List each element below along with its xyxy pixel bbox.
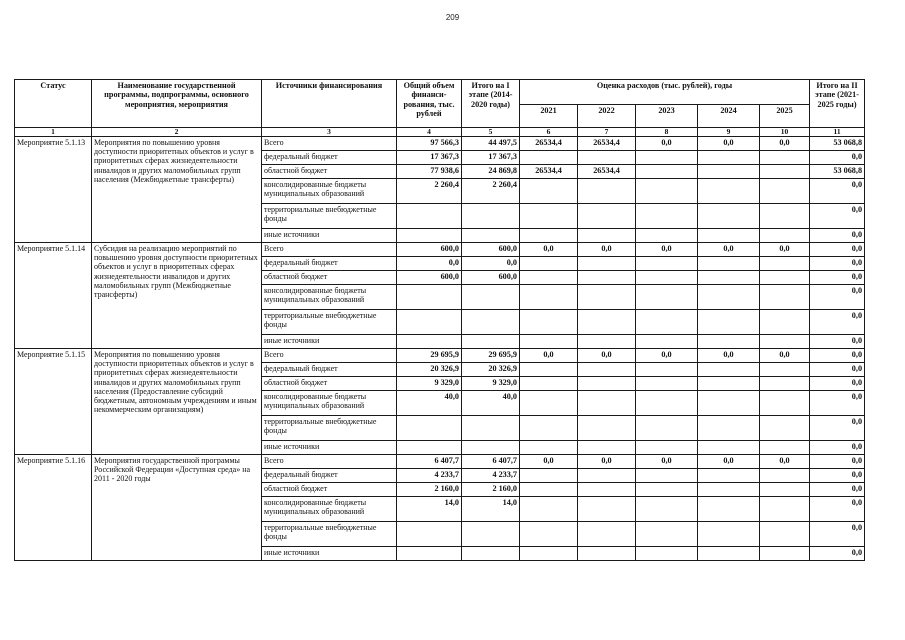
cell-total bbox=[397, 416, 462, 441]
cell-year-2021: 26534,4 bbox=[520, 137, 578, 151]
cell-year-2022 bbox=[578, 179, 636, 204]
cell-year-2022 bbox=[578, 391, 636, 416]
cell-year-2023 bbox=[636, 151, 698, 165]
cell-stage2: 0,0 bbox=[810, 497, 865, 522]
cell-stage2: 0,0 bbox=[810, 391, 865, 416]
cell-year-2022: 0,0 bbox=[578, 455, 636, 469]
cell-year-2021 bbox=[520, 547, 578, 561]
cell-stage1 bbox=[462, 416, 520, 441]
cell-stage2: 0,0 bbox=[810, 335, 865, 349]
table-row bbox=[15, 349, 865, 363]
cell-year-2021: 26534,4 bbox=[520, 165, 578, 179]
cell-year-2023 bbox=[636, 391, 698, 416]
cell-year-2023 bbox=[636, 377, 698, 391]
cell-year-2021 bbox=[520, 441, 578, 455]
cell-stage2: 0,0 bbox=[810, 455, 865, 469]
cell-year-2025 bbox=[760, 469, 810, 483]
header-stage2: Итого на II этапе (2021- 2025 годы) bbox=[810, 80, 865, 128]
cell-total: 9 329,0 bbox=[397, 377, 462, 391]
status-cell: Мероприятие 5.1.14 bbox=[15, 243, 92, 349]
cell-stage2: 0,0 bbox=[810, 151, 865, 165]
cell-year-2025 bbox=[760, 547, 810, 561]
cell-year-2021: 0,0 bbox=[520, 455, 578, 469]
funding-source-cell: иные источники bbox=[262, 441, 397, 455]
funding-source-cell: консолидированные бюджеты муниципальных образований bbox=[262, 497, 397, 522]
cell-total: 20 326,9 bbox=[397, 363, 462, 377]
cell-year-2024 bbox=[698, 391, 760, 416]
cell-year-2024 bbox=[698, 310, 760, 335]
cell-year-2021 bbox=[520, 179, 578, 204]
measure-name-cell: Мероприятия государственной программы Российской Федерации «Доступная среда» на 2011 - 2020 годы bbox=[92, 455, 262, 561]
cell-stage2: 0,0 bbox=[810, 179, 865, 204]
cell-year-2021 bbox=[520, 363, 578, 377]
column-number: 11 bbox=[810, 128, 865, 137]
cell-year-2023 bbox=[636, 179, 698, 204]
cell-total: 2 260,4 bbox=[397, 179, 462, 204]
cell-year-2022 bbox=[578, 229, 636, 243]
header-stage1: Итого на I этапе (2014- 2020 годы) bbox=[462, 80, 520, 128]
cell-year-2025 bbox=[760, 179, 810, 204]
cell-stage2: 0,0 bbox=[810, 229, 865, 243]
cell-year-2023 bbox=[636, 204, 698, 229]
cell-year-2024 bbox=[698, 497, 760, 522]
cell-stage1: 600,0 bbox=[462, 271, 520, 285]
cell-total bbox=[397, 310, 462, 335]
table-row bbox=[15, 243, 865, 257]
financing-table bbox=[14, 79, 865, 561]
cell-total bbox=[397, 522, 462, 547]
cell-stage2: 0,0 bbox=[810, 257, 865, 271]
cell-stage1 bbox=[462, 310, 520, 335]
cell-year-2025 bbox=[760, 416, 810, 441]
cell-stage2: 0,0 bbox=[810, 243, 865, 257]
cell-year-2021 bbox=[520, 229, 578, 243]
funding-source-cell: консолидированные бюджеты муниципальных образований bbox=[262, 179, 397, 204]
cell-stage2: 0,0 bbox=[810, 285, 865, 310]
cell-year-2025 bbox=[760, 497, 810, 522]
cell-year-2021 bbox=[520, 522, 578, 547]
cell-year-2025: 0,0 bbox=[760, 137, 810, 151]
cell-year-2025 bbox=[760, 377, 810, 391]
funding-source-cell: Всего bbox=[262, 137, 397, 151]
table-row bbox=[15, 455, 865, 469]
cell-year-2024 bbox=[698, 377, 760, 391]
cell-total: 600,0 bbox=[397, 271, 462, 285]
funding-source-cell: Всего bbox=[262, 349, 397, 363]
cell-year-2023 bbox=[636, 165, 698, 179]
funding-source-cell: территориальные внебюджетные фонды bbox=[262, 310, 397, 335]
cell-total: 40,0 bbox=[397, 391, 462, 416]
cell-stage1 bbox=[462, 522, 520, 547]
cell-stage2: 0,0 bbox=[810, 416, 865, 441]
cell-total: 17 367,3 bbox=[397, 151, 462, 165]
cell-year-2024: 0,0 bbox=[698, 137, 760, 151]
funding-source-cell: областной бюджет bbox=[262, 165, 397, 179]
cell-stage1: 600,0 bbox=[462, 243, 520, 257]
cell-year-2025 bbox=[760, 257, 810, 271]
column-number: 2 bbox=[92, 128, 262, 137]
status-cell: Мероприятие 5.1.15 bbox=[15, 349, 92, 455]
cell-stage1 bbox=[462, 204, 520, 229]
cell-year-2023 bbox=[636, 363, 698, 377]
cell-total: 2 160,0 bbox=[397, 483, 462, 497]
funding-source-cell: федеральный бюджет bbox=[262, 469, 397, 483]
funding-source-cell: областной бюджет bbox=[262, 377, 397, 391]
cell-year-2024 bbox=[698, 363, 760, 377]
cell-stage1: 2 260,4 bbox=[462, 179, 520, 204]
cell-year-2021 bbox=[520, 391, 578, 416]
cell-total bbox=[397, 547, 462, 561]
cell-year-2023 bbox=[636, 483, 698, 497]
cell-year-2022 bbox=[578, 441, 636, 455]
cell-year-2024 bbox=[698, 522, 760, 547]
cell-year-2022 bbox=[578, 497, 636, 522]
cell-year-2022 bbox=[578, 335, 636, 349]
funding-source-cell: консолидированные бюджеты муниципальных образований bbox=[262, 391, 397, 416]
cell-year-2021: 0,0 bbox=[520, 349, 578, 363]
cell-year-2025 bbox=[760, 441, 810, 455]
funding-source-cell: территориальные внебюджетные фонды bbox=[262, 522, 397, 547]
cell-year-2025 bbox=[760, 483, 810, 497]
funding-source-cell: иные источники bbox=[262, 547, 397, 561]
cell-stage1 bbox=[462, 547, 520, 561]
header-source: Источники финансирования bbox=[262, 80, 397, 128]
funding-source-cell: областной бюджет bbox=[262, 483, 397, 497]
cell-year-2023: 0,0 bbox=[636, 349, 698, 363]
cell-stage1: 40,0 bbox=[462, 391, 520, 416]
table-body bbox=[15, 137, 865, 561]
cell-total: 4 233,7 bbox=[397, 469, 462, 483]
cell-year-2024 bbox=[698, 547, 760, 561]
cell-year-2024 bbox=[698, 151, 760, 165]
cell-year-2025 bbox=[760, 391, 810, 416]
cell-year-2023 bbox=[636, 497, 698, 522]
header-status: Статус bbox=[15, 80, 92, 128]
cell-stage2: 0,0 bbox=[810, 547, 865, 561]
cell-total: 77 938,6 bbox=[397, 165, 462, 179]
cell-total: 0,0 bbox=[397, 257, 462, 271]
header-year: 2025 bbox=[760, 105, 810, 128]
cell-year-2022 bbox=[578, 271, 636, 285]
cell-total bbox=[397, 204, 462, 229]
header-year: 2021 bbox=[520, 105, 578, 128]
funding-source-cell: иные источники bbox=[262, 229, 397, 243]
cell-total: 14,0 bbox=[397, 497, 462, 522]
measure-name-cell: Мероприятия по повышению уровня доступности приоритетных объектов и услуг в приоритетных сферах жизнедеятельности инвалидов и других маломобильных групп населения (Межбюджетные трансферты) bbox=[92, 137, 262, 243]
status-cell: Мероприятие 5.1.13 bbox=[15, 137, 92, 243]
cell-year-2022 bbox=[578, 285, 636, 310]
cell-year-2023 bbox=[636, 271, 698, 285]
cell-year-2023 bbox=[636, 310, 698, 335]
cell-total bbox=[397, 285, 462, 310]
cell-stage2: 0,0 bbox=[810, 483, 865, 497]
cell-stage1: 44 497,5 bbox=[462, 137, 520, 151]
cell-year-2025: 0,0 bbox=[760, 243, 810, 257]
column-number: 5 bbox=[462, 128, 520, 137]
cell-year-2024: 0,0 bbox=[698, 349, 760, 363]
cell-year-2025 bbox=[760, 151, 810, 165]
cell-stage2: 0,0 bbox=[810, 377, 865, 391]
header-total: Общий объем финанси- рования, тыс. рублей bbox=[397, 80, 462, 128]
cell-year-2025: 0,0 bbox=[760, 455, 810, 469]
column-number: 6 bbox=[520, 128, 578, 137]
cell-total: 600,0 bbox=[397, 243, 462, 257]
cell-year-2023 bbox=[636, 335, 698, 349]
funding-source-cell: федеральный бюджет bbox=[262, 151, 397, 165]
cell-year-2024 bbox=[698, 469, 760, 483]
cell-year-2024: 0,0 bbox=[698, 243, 760, 257]
cell-stage1 bbox=[462, 441, 520, 455]
cell-stage2: 0,0 bbox=[810, 469, 865, 483]
header-year: 2022 bbox=[578, 105, 636, 128]
cell-year-2024 bbox=[698, 271, 760, 285]
cell-stage1: 0,0 bbox=[462, 257, 520, 271]
measure-name-cell: Мероприятия по повышению уровня доступности приоритетных объектов и услуг в приоритетных сферах жизнедеятельности инвалидов и других маломобильных групп населения (Предоставление субсидий бюджетным, автономным учреждениям и иным некоммерческим организациям) bbox=[92, 349, 262, 455]
column-number: 10 bbox=[760, 128, 810, 137]
cell-year-2024 bbox=[698, 285, 760, 310]
cell-year-2023: 0,0 bbox=[636, 137, 698, 151]
page-number: 209 bbox=[445, 13, 460, 22]
header-year: 2023 bbox=[636, 105, 698, 128]
funding-source-cell: федеральный бюджет bbox=[262, 257, 397, 271]
cell-year-2022 bbox=[578, 416, 636, 441]
cell-year-2023 bbox=[636, 522, 698, 547]
funding-source-cell: территориальные внебюджетные фонды bbox=[262, 416, 397, 441]
status-cell: Мероприятие 5.1.16 bbox=[15, 455, 92, 561]
cell-stage1 bbox=[462, 285, 520, 310]
cell-stage1: 4 233,7 bbox=[462, 469, 520, 483]
cell-year-2025 bbox=[760, 363, 810, 377]
funding-source-cell: территориальные внебюджетные фонды bbox=[262, 204, 397, 229]
cell-year-2024 bbox=[698, 483, 760, 497]
cell-year-2022 bbox=[578, 310, 636, 335]
cell-year-2025: 0,0 bbox=[760, 349, 810, 363]
column-number: 4 bbox=[397, 128, 462, 137]
cell-stage2: 0,0 bbox=[810, 441, 865, 455]
cell-stage1: 20 326,9 bbox=[462, 363, 520, 377]
cell-year-2025 bbox=[760, 522, 810, 547]
cell-year-2023 bbox=[636, 229, 698, 243]
cell-total: 97 566,3 bbox=[397, 137, 462, 151]
cell-stage2: 0,0 bbox=[810, 522, 865, 547]
cell-stage2: 53 068,8 bbox=[810, 137, 865, 151]
cell-year-2024 bbox=[698, 229, 760, 243]
cell-stage1 bbox=[462, 335, 520, 349]
cell-year-2021 bbox=[520, 151, 578, 165]
cell-year-2022 bbox=[578, 204, 636, 229]
cell-year-2021 bbox=[520, 469, 578, 483]
funding-source-cell: Всего bbox=[262, 243, 397, 257]
cell-year-2025 bbox=[760, 165, 810, 179]
table-row bbox=[15, 137, 865, 151]
cell-year-2022 bbox=[578, 547, 636, 561]
cell-year-2025 bbox=[760, 335, 810, 349]
cell-year-2023: 0,0 bbox=[636, 455, 698, 469]
cell-total bbox=[397, 335, 462, 349]
cell-year-2021 bbox=[520, 377, 578, 391]
cell-stage2: 0,0 bbox=[810, 363, 865, 377]
cell-year-2024 bbox=[698, 179, 760, 204]
cell-year-2023 bbox=[636, 441, 698, 455]
header-year: 2024 bbox=[698, 105, 760, 128]
cell-year-2022 bbox=[578, 257, 636, 271]
cell-year-2024 bbox=[698, 257, 760, 271]
cell-year-2023 bbox=[636, 547, 698, 561]
funding-source-cell: областной бюджет bbox=[262, 271, 397, 285]
funding-source-cell: федеральный бюджет bbox=[262, 363, 397, 377]
header-name: Наименование государственной программы, подпрограммы, основного мероприятия, мероприятия bbox=[92, 80, 262, 128]
cell-year-2024 bbox=[698, 441, 760, 455]
column-number: 9 bbox=[698, 128, 760, 137]
cell-year-2021 bbox=[520, 483, 578, 497]
column-number: 1 bbox=[15, 128, 92, 137]
cell-year-2025 bbox=[760, 271, 810, 285]
column-number: 3 bbox=[262, 128, 397, 137]
cell-year-2024 bbox=[698, 335, 760, 349]
cell-year-2022: 0,0 bbox=[578, 243, 636, 257]
funding-source-cell: иные источники bbox=[262, 335, 397, 349]
cell-year-2021 bbox=[520, 310, 578, 335]
cell-year-2022 bbox=[578, 151, 636, 165]
funding-source-cell: Всего bbox=[262, 455, 397, 469]
cell-stage2: 0,0 bbox=[810, 349, 865, 363]
cell-stage2: 0,0 bbox=[810, 310, 865, 335]
cell-year-2021 bbox=[520, 335, 578, 349]
cell-year-2023 bbox=[636, 416, 698, 441]
cell-stage1: 6 407,7 bbox=[462, 455, 520, 469]
cell-year-2021 bbox=[520, 497, 578, 522]
cell-year-2024 bbox=[698, 416, 760, 441]
measure-name-cell: Субсидия на реализацию мероприятий по повышению уровня доступности приоритетных объектов и услуг в приоритетных сферах жизнедеятельности инвалидов и других маломобильных групп (Межбюджетные трансферты) bbox=[92, 243, 262, 349]
cell-year-2022: 26534,4 bbox=[578, 137, 636, 151]
cell-year-2022 bbox=[578, 483, 636, 497]
cell-stage2: 53 068,8 bbox=[810, 165, 865, 179]
cell-stage1: 24 869,8 bbox=[462, 165, 520, 179]
cell-year-2025 bbox=[760, 229, 810, 243]
cell-year-2023 bbox=[636, 469, 698, 483]
header-estimate: Оценка расходов (тыс. рублей), годы bbox=[520, 80, 810, 105]
cell-year-2021 bbox=[520, 416, 578, 441]
cell-year-2021 bbox=[520, 271, 578, 285]
cell-year-2025 bbox=[760, 310, 810, 335]
cell-year-2025 bbox=[760, 204, 810, 229]
cell-year-2025 bbox=[760, 285, 810, 310]
cell-year-2023: 0,0 bbox=[636, 243, 698, 257]
cell-stage1: 17 367,3 bbox=[462, 151, 520, 165]
cell-total: 6 407,7 bbox=[397, 455, 462, 469]
cell-year-2022: 0,0 bbox=[578, 349, 636, 363]
cell-stage2: 0,0 bbox=[810, 271, 865, 285]
cell-stage1: 2 160,0 bbox=[462, 483, 520, 497]
cell-year-2021: 0,0 bbox=[520, 243, 578, 257]
cell-stage1 bbox=[462, 229, 520, 243]
cell-year-2024: 0,0 bbox=[698, 455, 760, 469]
cell-stage1: 9 329,0 bbox=[462, 377, 520, 391]
cell-year-2023 bbox=[636, 257, 698, 271]
column-number: 7 bbox=[578, 128, 636, 137]
cell-total bbox=[397, 441, 462, 455]
column-number: 8 bbox=[636, 128, 698, 137]
cell-year-2022: 26534,4 bbox=[578, 165, 636, 179]
cell-total bbox=[397, 229, 462, 243]
cell-year-2022 bbox=[578, 377, 636, 391]
cell-stage1: 29 695,9 bbox=[462, 349, 520, 363]
cell-total: 29 695,9 bbox=[397, 349, 462, 363]
funding-source-cell: консолидированные бюджеты муниципальных образований bbox=[262, 285, 397, 310]
cell-stage2: 0,0 bbox=[810, 204, 865, 229]
cell-year-2022 bbox=[578, 522, 636, 547]
cell-year-2021 bbox=[520, 257, 578, 271]
cell-year-2022 bbox=[578, 469, 636, 483]
cell-year-2021 bbox=[520, 204, 578, 229]
cell-stage1: 14,0 bbox=[462, 497, 520, 522]
cell-year-2024 bbox=[698, 165, 760, 179]
cell-year-2023 bbox=[636, 285, 698, 310]
cell-year-2022 bbox=[578, 363, 636, 377]
cell-year-2021 bbox=[520, 285, 578, 310]
cell-year-2024 bbox=[698, 204, 760, 229]
